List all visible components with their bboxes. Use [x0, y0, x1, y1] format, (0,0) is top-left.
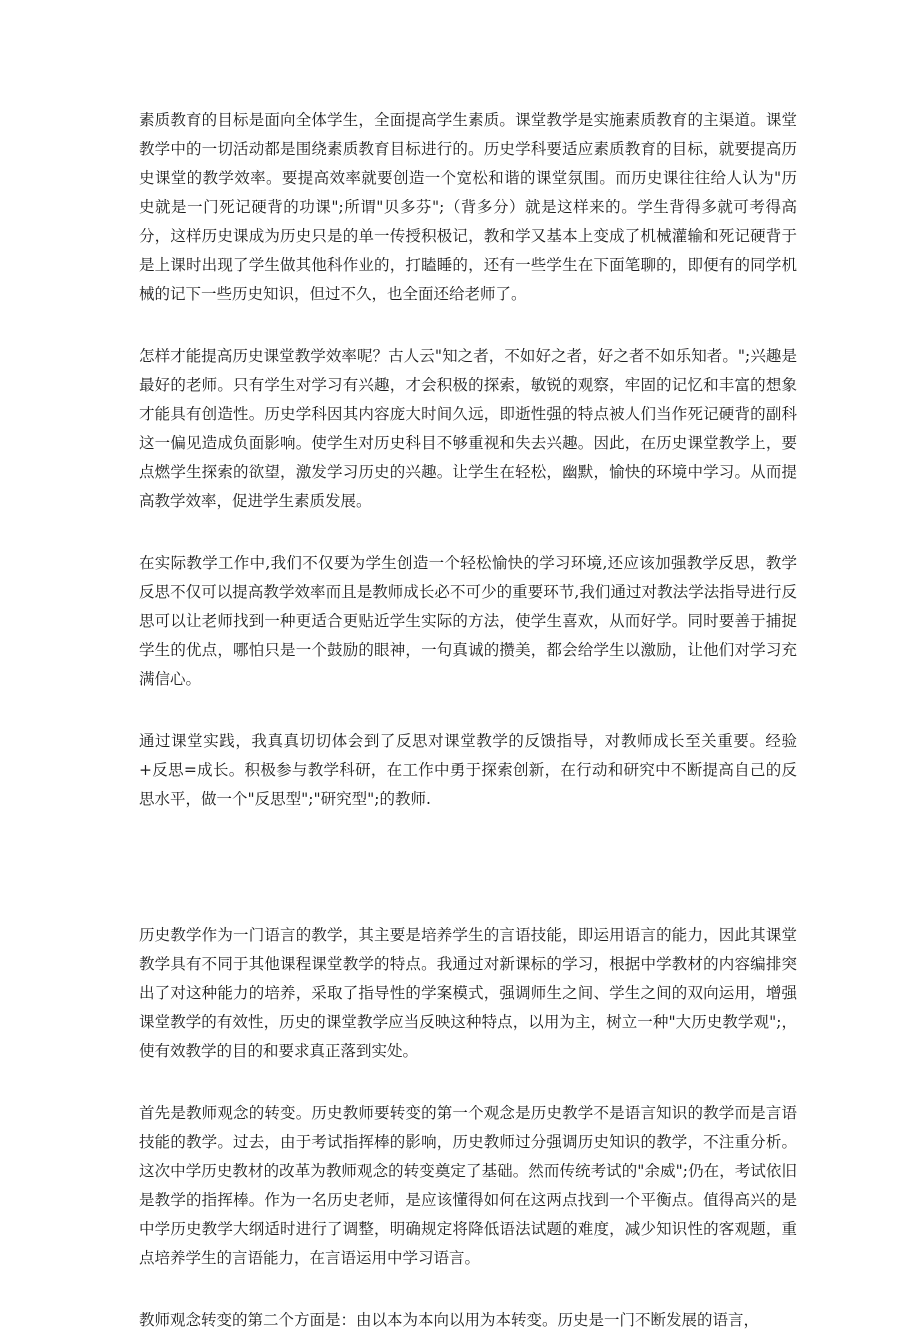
paragraph-6: 首先是教师观念的转变。历史教师要转变的第一个观念是历史教学不是语言知识的教学而是言语技能的教学。过去，由于考试指挥棒的影响，历史教师过分强调历史知识的教学，不注重分析。这次中学历史教材的改革为教师观念的转变奠定了基础。然而传统考试的"余威";仍在，考试依旧是教学的指挥棒。作为一名历史老师，是应该懂得如何在这两点找到一个平衡点。值得高兴的是中学历史教学大纲适时进行了调整，明确规定将降低语法试题的难度，减少知识性的客观题，重点培养学生的言语能力，在言语运用中学习语言。: [139, 1104, 797, 1267]
paragraph-2: 怎样才能提高历史课堂教学效率呢？古人云"知之者，不如好之者，好之者不如乐知者。";兴趣是最好的老师。只有学生对学习有兴趣，才会积极的探索，敏锐的观察，牢固的记忆和丰富的想象才能具有创造性。历史学科因其内容庞大时间久远，即逝性强的特点被人们当作死记硬背的副科这一偏见造成负面影响。使学生对历史科目不够重视和失去兴趣。因此，在历史课堂教学上，要点燃学生探索的欲望，激发学习历史的兴趣。让学生在轻松，幽默，愉快的环境中学习。从而提高教学效率，促进学生素质发展。: [139, 347, 797, 510]
paragraph-1: 素质教育的目标是面向全体学生，全面提高学生素质。课堂教学是实施素质教育的主渠道。课堂教学中的一切活动都是围绕素质教育目标进行的。历史学科要适应素质教育的目标，就要提高历史课堂的教学效率。要提高效率就要创造一个宽松和谐的课堂氛围。而历史课往往给人认为"历史就是一门死记硬背的功课";所谓"贝多芬";（背多分）就是这样来的。学生背得多就可考得高分，这样历史课成为历史只是的单一传授积极记，教和学又基本上变成了机械灌输和死记硬背于是上课时出现了学生做其他科作业的，打瞌睡的，还有一些学生在下面笔聊的，即便有的同学机械的记下一些历史知识，但过不久，也全面还给老师了。: [139, 111, 797, 303]
paragraph-4: 通过课堂实践，我真真切切体会到了反思对课堂教学的反馈指导，对教师成长至关重要。经验+反思=成长。积极参与教学科研，在工作中勇于探索创新，在行动和研究中不断提高自己的反思水平，做一个"反思型";"研究型";的教师.: [139, 732, 797, 808]
paragraph-7: 教师观念转变的第二个方面是：由以本为本向以用为本转变。历史是一门不断发展的语言，: [139, 1311, 760, 1329]
paragraph-3: 在实际教学工作中,我们不仅要为学生创造一个轻松愉快的学习环境,还应该加强教学反思，教学反思不仅可以提高教学效率而且是教师成长必不可少的重要环节,我们通过对教法学法指导进行反思可以让老师找到一种更适合更贴近学生实际的方法，使学生喜欢，从而好学。同时要善于捕捉学生的优点，哪怕只是一个鼓励的眼神，一句真诚的攒美，都会给学生以激励，让他们对学习充满信心。: [139, 554, 797, 688]
document-body: [139, 106, 797, 1335]
paragraph-5: 历史教学作为一门语言的教学，其主要是培养学生的言语技能，即运用语言的能力，因此其课堂教学具有不同于其他课程课堂教学的特点。我通过对新课标的学习，根据中学教材的内容编排突出了对这种能力的培养，采取了指导性的学案模式，强调师生之间、学生之间的双向运用，增强课堂教学的有效性，历史的课堂教学应当反映这种特点，以用为主，树立一种"大历史教学观";，使有效教学的目的和要求真正落到实处。: [139, 926, 797, 1060]
